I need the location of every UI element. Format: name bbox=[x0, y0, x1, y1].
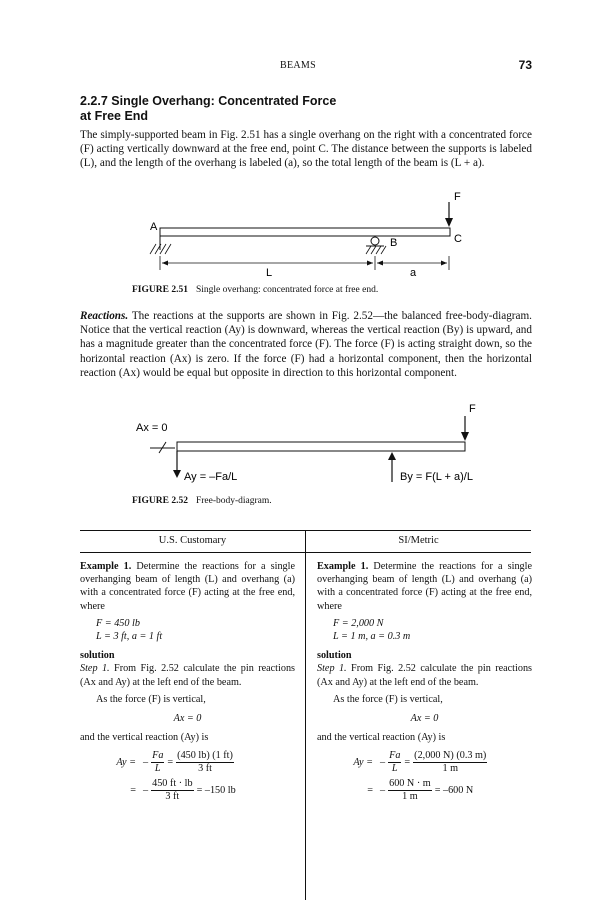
us-heading: U.S. Customary bbox=[158, 535, 227, 546]
us-equation-1 bbox=[80, 748, 295, 776]
figure-2-52-diagram bbox=[0, 398, 600, 490]
reactions-lead: Reactions. bbox=[80, 310, 129, 322]
reactions-paragraph bbox=[80, 309, 532, 380]
section-title-line1: 2.2.7 Single Overhang: Concentrated Force bbox=[80, 94, 337, 108]
si-example bbox=[317, 560, 532, 613]
si-eq1-sign: – bbox=[380, 756, 386, 768]
label-fbd-force: F bbox=[469, 403, 476, 415]
dim-a-arrow-right bbox=[441, 261, 447, 266]
section-heading bbox=[80, 94, 336, 124]
force-arrow-head bbox=[445, 218, 453, 227]
figure-2-51-diagram bbox=[0, 188, 600, 278]
us-solution-label: solution bbox=[80, 650, 115, 662]
si-column bbox=[317, 560, 532, 804]
column-divider bbox=[305, 530, 306, 900]
page-number: 73 bbox=[518, 58, 532, 72]
si-heading: SI/Metric bbox=[398, 535, 439, 546]
label-b-point: B bbox=[390, 237, 398, 249]
us-step bbox=[80, 662, 295, 688]
running-title: BEAMS bbox=[280, 60, 316, 71]
si-eq1-frac2: $\frac{(2,000 N) (0.3 m)}{1 m}$ bbox=[414, 749, 487, 774]
fbd-beam bbox=[177, 442, 465, 451]
us-equation-2 bbox=[80, 776, 295, 804]
us-step-label: Step 1. bbox=[80, 663, 110, 675]
si-eq2-sign: – bbox=[380, 784, 386, 796]
reactions-text: The reactions at the supports are shown in Fig. 2.52—the balanced free-body-diagram. Notice that the vertical reaction (Ay) is downward, whereas the vertical reaction (By) is upward, and has a magnitude greater than the concentrated force (F). The force (F) is acting straight down, so the horizontal reaction (Ax) is zero. If the force (F) had a horizontal component, then the horizontal reaction (Ax) would be equal but opposite in direction to this horizontal component. bbox=[80, 310, 532, 379]
dim-l-arrow-right bbox=[367, 261, 373, 266]
us-eq1-lhs: Ay = bbox=[116, 756, 136, 768]
fbd-force-head bbox=[461, 432, 469, 441]
us-column bbox=[80, 560, 295, 804]
by-arrow-head bbox=[388, 452, 396, 460]
si-ax-equation: Ax = 0 bbox=[410, 713, 439, 725]
us-eq1-equals: = bbox=[167, 756, 174, 768]
intro-paragraph: The simply-supported beam in Fig. 2.51 has a single overhang on the right with a concentrated force (F) acting vertically downward at the free end, point C. The distance between the supports is labeled (L), and the length of the overhang is labeled (a), so the total length of the beam is (L + a). bbox=[80, 129, 532, 170]
si-eq1-lhs: Ay = bbox=[353, 756, 373, 768]
si-vertical-text: and the vertical reaction (Ay) is bbox=[317, 732, 446, 744]
si-equation-2 bbox=[317, 776, 532, 804]
us-example-label: Example 1. bbox=[80, 561, 132, 572]
si-example-label: Example 1. bbox=[317, 561, 369, 572]
us-vertical-text: and the vertical reaction (Ay) is bbox=[80, 732, 209, 744]
si-eq2-frac: $\frac{600 N \cdot m}{1 m}$ bbox=[389, 777, 431, 802]
si-step-text: From Fig. 2.52 calculate the pin reactions (Ax and Ay) at the left end of the beam. bbox=[317, 663, 532, 688]
si-solution-label: solution bbox=[317, 650, 352, 662]
si-eq1-equals: = bbox=[404, 756, 411, 768]
si-eq2-lhs: = bbox=[367, 784, 373, 796]
us-eq2-sign: – bbox=[143, 784, 149, 796]
us-eq2-lhs: = bbox=[130, 784, 136, 796]
label-length-l: L bbox=[266, 267, 273, 278]
si-step bbox=[317, 662, 532, 688]
figure-2-51-number: FIGURE 2.51 bbox=[132, 285, 188, 295]
us-ax-equation: Ax = 0 bbox=[173, 713, 202, 725]
si-given-f: F = 2,000 N bbox=[333, 617, 384, 629]
si-given-l: L = 1 m, a = 0.3 m bbox=[333, 631, 411, 643]
si-eq2-result: = –600 N bbox=[434, 784, 474, 796]
si-eq1-frac1: $\frac{Fa}{L}$ bbox=[389, 749, 401, 774]
right-support-hatch bbox=[366, 246, 386, 254]
us-force-text: As the force (F) is vertical, bbox=[96, 693, 206, 705]
si-force-text: As the force (F) is vertical, bbox=[333, 693, 443, 705]
label-ay: Ay = –Fa/L bbox=[184, 471, 238, 483]
label-a-point: A bbox=[150, 221, 158, 233]
figure-2-52-caption-text: Free-body-diagram. bbox=[195, 496, 272, 506]
figure-2-51-caption bbox=[132, 285, 378, 295]
us-step-text: From Fig. 2.52 calculate the pin reactions (Ax and Ay) at the left end of the beam. bbox=[80, 663, 295, 688]
us-eq2-frac: $\frac{450 ft \cdot lb}{3 ft}$ bbox=[152, 777, 193, 802]
dim-a-arrow-left bbox=[377, 261, 383, 266]
label-c-point: C bbox=[454, 233, 462, 245]
si-equation-1 bbox=[317, 748, 532, 776]
us-given-l: L = 3 ft, a = 1 ft bbox=[96, 631, 163, 643]
label-ax: Ax = 0 bbox=[136, 422, 168, 434]
beam bbox=[160, 228, 450, 236]
label-by: By = F(L + a)/L bbox=[400, 471, 473, 483]
label-overhang-a: a bbox=[410, 267, 417, 278]
dim-l-arrow-left bbox=[162, 261, 168, 266]
figure-2-51-caption-text: Single overhang: concentrated force at free end. bbox=[195, 285, 379, 295]
figure-2-52-number: FIGURE 2.52 bbox=[132, 496, 188, 506]
us-eq1-sign: – bbox=[143, 756, 149, 768]
si-step-label: Step 1. bbox=[317, 663, 347, 675]
roller-support bbox=[371, 237, 379, 245]
section-title-line2: at Free End bbox=[80, 109, 149, 123]
us-eq2-result: = –150 lb bbox=[196, 784, 236, 796]
us-eq1-frac2: $\frac{(450 lb) (1 ft)}{3 ft}$ bbox=[177, 749, 233, 774]
us-example-text: Determine the reactions for a single overhanging beam of length (L) and overhang (a) with a concentrated force (F) acting at the free end, where bbox=[80, 561, 295, 612]
si-example-text: Determine the reactions for a single overhanging beam of length (L) and overhang (a) with a concentrated force (F) acting at the free end, where bbox=[317, 561, 532, 612]
us-eq1-frac1: $\frac{Fa}{L}$ bbox=[152, 749, 164, 774]
us-given-f: F = 450 lb bbox=[96, 617, 140, 629]
us-example bbox=[80, 560, 295, 613]
label-force-f: F bbox=[454, 191, 461, 203]
ay-arrow-head bbox=[173, 470, 181, 478]
figure-2-52-caption bbox=[132, 496, 272, 506]
